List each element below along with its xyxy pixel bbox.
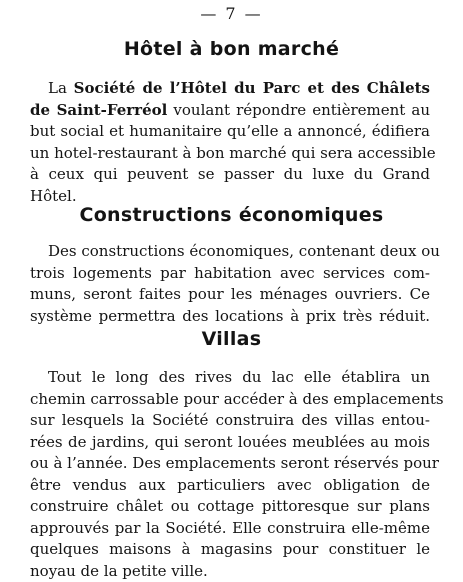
section-heading-hotel: Hôtel à bon marché	[0, 37, 463, 61]
paragraph-line: chemin carrossable pour accéder à des emplacements	[30, 389, 430, 411]
paragraph-hotel	[30, 78, 430, 207]
paragraph-line: sur lesquels la Société construira des villas entou-	[30, 410, 430, 432]
section-heading-constructions: Constructions économiques	[0, 203, 463, 227]
paragraph-line: Des constructions économiques, contenant deux ou	[30, 241, 430, 263]
paragraph-line: rées de jardins, qui seront louées meublées au mois	[30, 432, 430, 454]
paragraph-line: noyau de la petite ville.	[30, 561, 430, 582]
line-text: La	[48, 79, 74, 97]
paragraph-line: trois logements par habitation avec services com-	[30, 263, 430, 285]
paragraph-villas	[30, 367, 430, 582]
paragraph-line: Hôtel.	[30, 186, 430, 208]
paragraph-line: un hotel-restaurant à bon marché qui sera accessible	[30, 143, 430, 165]
paragraph-line: but social et humanitaire qu’elle a annoncé, édifiera	[30, 121, 430, 143]
paragraph-line: système permettra des locations à prix très réduit.	[30, 306, 430, 328]
paragraph-line	[30, 78, 430, 100]
line-text: voulant répondre entièrement au	[167, 101, 430, 119]
company-name-continued: de Saint-Ferréol	[30, 101, 167, 119]
paragraph-line: ou à l’année. Des emplacements seront réservés pour	[30, 453, 430, 475]
paragraph-line: approuvés par la Société. Elle construira elle-même	[30, 518, 430, 540]
company-name: Société de l’Hôtel du Parc et des Châlets	[74, 79, 430, 97]
paragraph-line: à ceux qui peuvent se passer du luxe du Grand	[30, 164, 430, 186]
section-heading-villas: Villas	[0, 327, 463, 351]
paragraph-constructions	[30, 241, 430, 327]
paragraph-line: construire châlet ou cottage pittoresque sur plans	[30, 496, 430, 518]
paragraph-line: quelques maisons à magasins pour constituer le	[30, 539, 430, 561]
paragraph-line: Tout le long des rives du lac elle établira un	[30, 367, 430, 389]
paragraph-line	[30, 100, 430, 122]
page-number: — 7 —	[0, 4, 463, 23]
paragraph-line: être vendus aux particuliers avec obligation de	[30, 475, 430, 497]
paragraph-line: muns, seront faites pour les ménages ouvriers. Ce	[30, 284, 430, 306]
